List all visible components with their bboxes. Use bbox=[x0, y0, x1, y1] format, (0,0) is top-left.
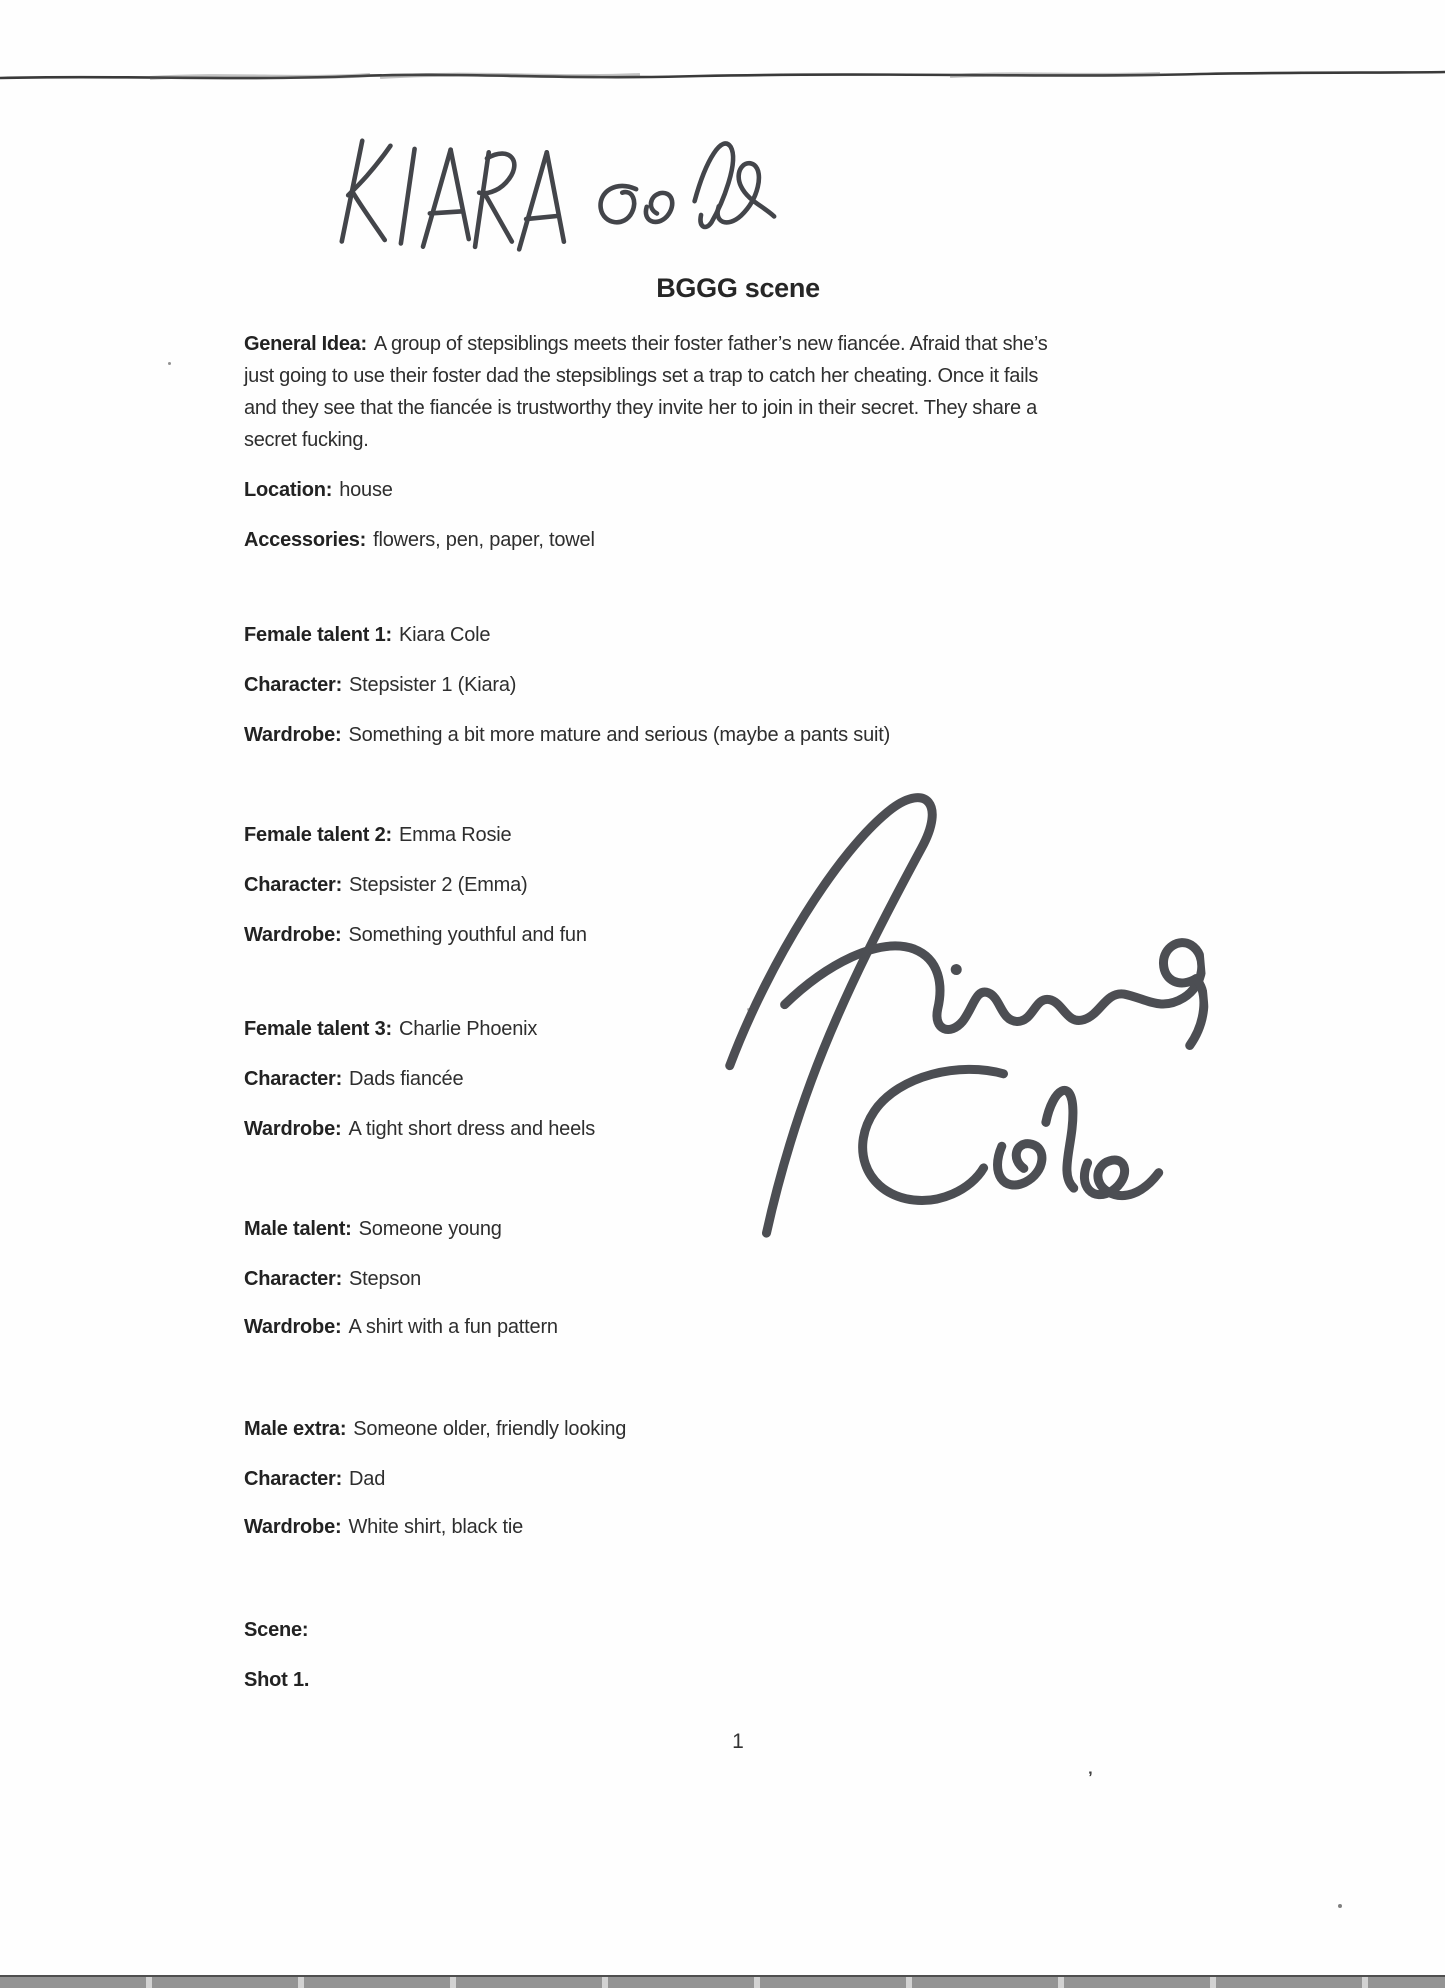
field-label: Male talent: bbox=[244, 1218, 352, 1240]
field-label: Wardrobe: bbox=[244, 924, 342, 946]
scan-edge-bar bbox=[0, 1975, 1445, 1988]
accessories-row bbox=[244, 528, 595, 552]
field-value: Something a bit more mature and serious (maybe a pants suit) bbox=[348, 724, 891, 746]
scene-row bbox=[244, 1618, 315, 1642]
female-talent-1-row bbox=[244, 623, 490, 647]
character-row bbox=[244, 673, 516, 697]
male-extra-row bbox=[244, 1417, 626, 1441]
general-idea-line-3: and they see that the fiancée is trustworthy they invite her to join in their secret. They share a bbox=[244, 397, 1037, 419]
general-idea-line-4: secret fucking. bbox=[244, 429, 369, 451]
location-label: Location: bbox=[244, 479, 333, 501]
field-label: Character: bbox=[244, 1068, 343, 1090]
wardrobe-row bbox=[244, 723, 890, 747]
field-label: Character: bbox=[244, 874, 343, 896]
character-row bbox=[244, 1267, 421, 1291]
character-row bbox=[244, 873, 528, 897]
scan-mark-quote: ’ bbox=[1088, 1768, 1093, 1787]
male-talent-row bbox=[244, 1217, 502, 1241]
wardrobe-row bbox=[244, 1315, 558, 1339]
wardrobe-row bbox=[244, 1515, 523, 1539]
field-value: Someone young bbox=[358, 1218, 502, 1240]
field-label: Character: bbox=[244, 1268, 343, 1290]
general-idea-line-1 bbox=[244, 331, 1047, 357]
field-value: Stepson bbox=[349, 1268, 422, 1290]
field-value: A shirt with a fun pattern bbox=[348, 1316, 558, 1338]
field-label: Female talent 1: bbox=[244, 624, 392, 646]
wardrobe-row bbox=[244, 1117, 595, 1141]
field-value: Charlie Phoenix bbox=[398, 1018, 538, 1040]
general-idea-label: General Idea: bbox=[244, 333, 367, 355]
document-title: BGGG scene bbox=[656, 273, 820, 303]
general-idea-text: A group of stepsiblings meets their foster father’s new fiancée. Afraid that she’s bbox=[373, 333, 1048, 355]
female-talent-2-row bbox=[244, 823, 511, 847]
scan-speck bbox=[168, 362, 171, 365]
scan-speck bbox=[747, 1008, 750, 1011]
field-label: Female talent 2: bbox=[244, 824, 392, 846]
scene-label: Scene: bbox=[244, 1619, 309, 1641]
field-value: White shirt, black tie bbox=[348, 1516, 524, 1538]
shot-row bbox=[244, 1668, 316, 1692]
field-value: Stepsister 2 (Emma) bbox=[349, 874, 528, 896]
field-label: Wardrobe: bbox=[244, 1118, 342, 1140]
field-label: Wardrobe: bbox=[244, 1516, 342, 1538]
field-value: Dad bbox=[349, 1468, 386, 1490]
scan-speck bbox=[1338, 1904, 1342, 1908]
field-label: Wardrobe: bbox=[244, 1316, 342, 1338]
field-label: Character: bbox=[244, 674, 343, 696]
location-value: house bbox=[339, 479, 393, 501]
signature-kiara-cole bbox=[678, 757, 1227, 1270]
page-number: 1 bbox=[732, 1730, 744, 1753]
field-value: Something youthful and fun bbox=[348, 924, 587, 946]
field-label: Character: bbox=[244, 1468, 343, 1490]
handwritten-name-top bbox=[324, 104, 789, 270]
field-value: Kiara Cole bbox=[398, 624, 491, 646]
accessories-label: Accessories: bbox=[244, 529, 367, 551]
field-value: A tight short dress and heels bbox=[348, 1118, 596, 1140]
shot-label: Shot 1. bbox=[244, 1669, 310, 1691]
general-idea-line-2: just going to use their foster dad the stepsiblings set a trap to catch her cheating. Once it fails bbox=[244, 365, 1039, 387]
field-value: Stepsister 1 (Kiara) bbox=[349, 674, 517, 696]
field-label: Female talent 3: bbox=[244, 1018, 392, 1040]
field-label: Male extra: bbox=[244, 1418, 347, 1440]
location-row bbox=[244, 478, 393, 502]
accessories-value: flowers, pen, paper, towel bbox=[373, 529, 595, 551]
field-value: Someone older, friendly looking bbox=[353, 1418, 627, 1440]
wardrobe-row bbox=[244, 923, 587, 947]
character-row bbox=[244, 1067, 463, 1091]
field-label: Wardrobe: bbox=[244, 724, 342, 746]
field-value: Emma Rosie bbox=[398, 824, 512, 846]
female-talent-3-row bbox=[244, 1017, 537, 1041]
scan-artifact-line bbox=[0, 62, 1445, 92]
field-value: Dads fiancée bbox=[349, 1068, 464, 1090]
character-row bbox=[244, 1467, 385, 1491]
